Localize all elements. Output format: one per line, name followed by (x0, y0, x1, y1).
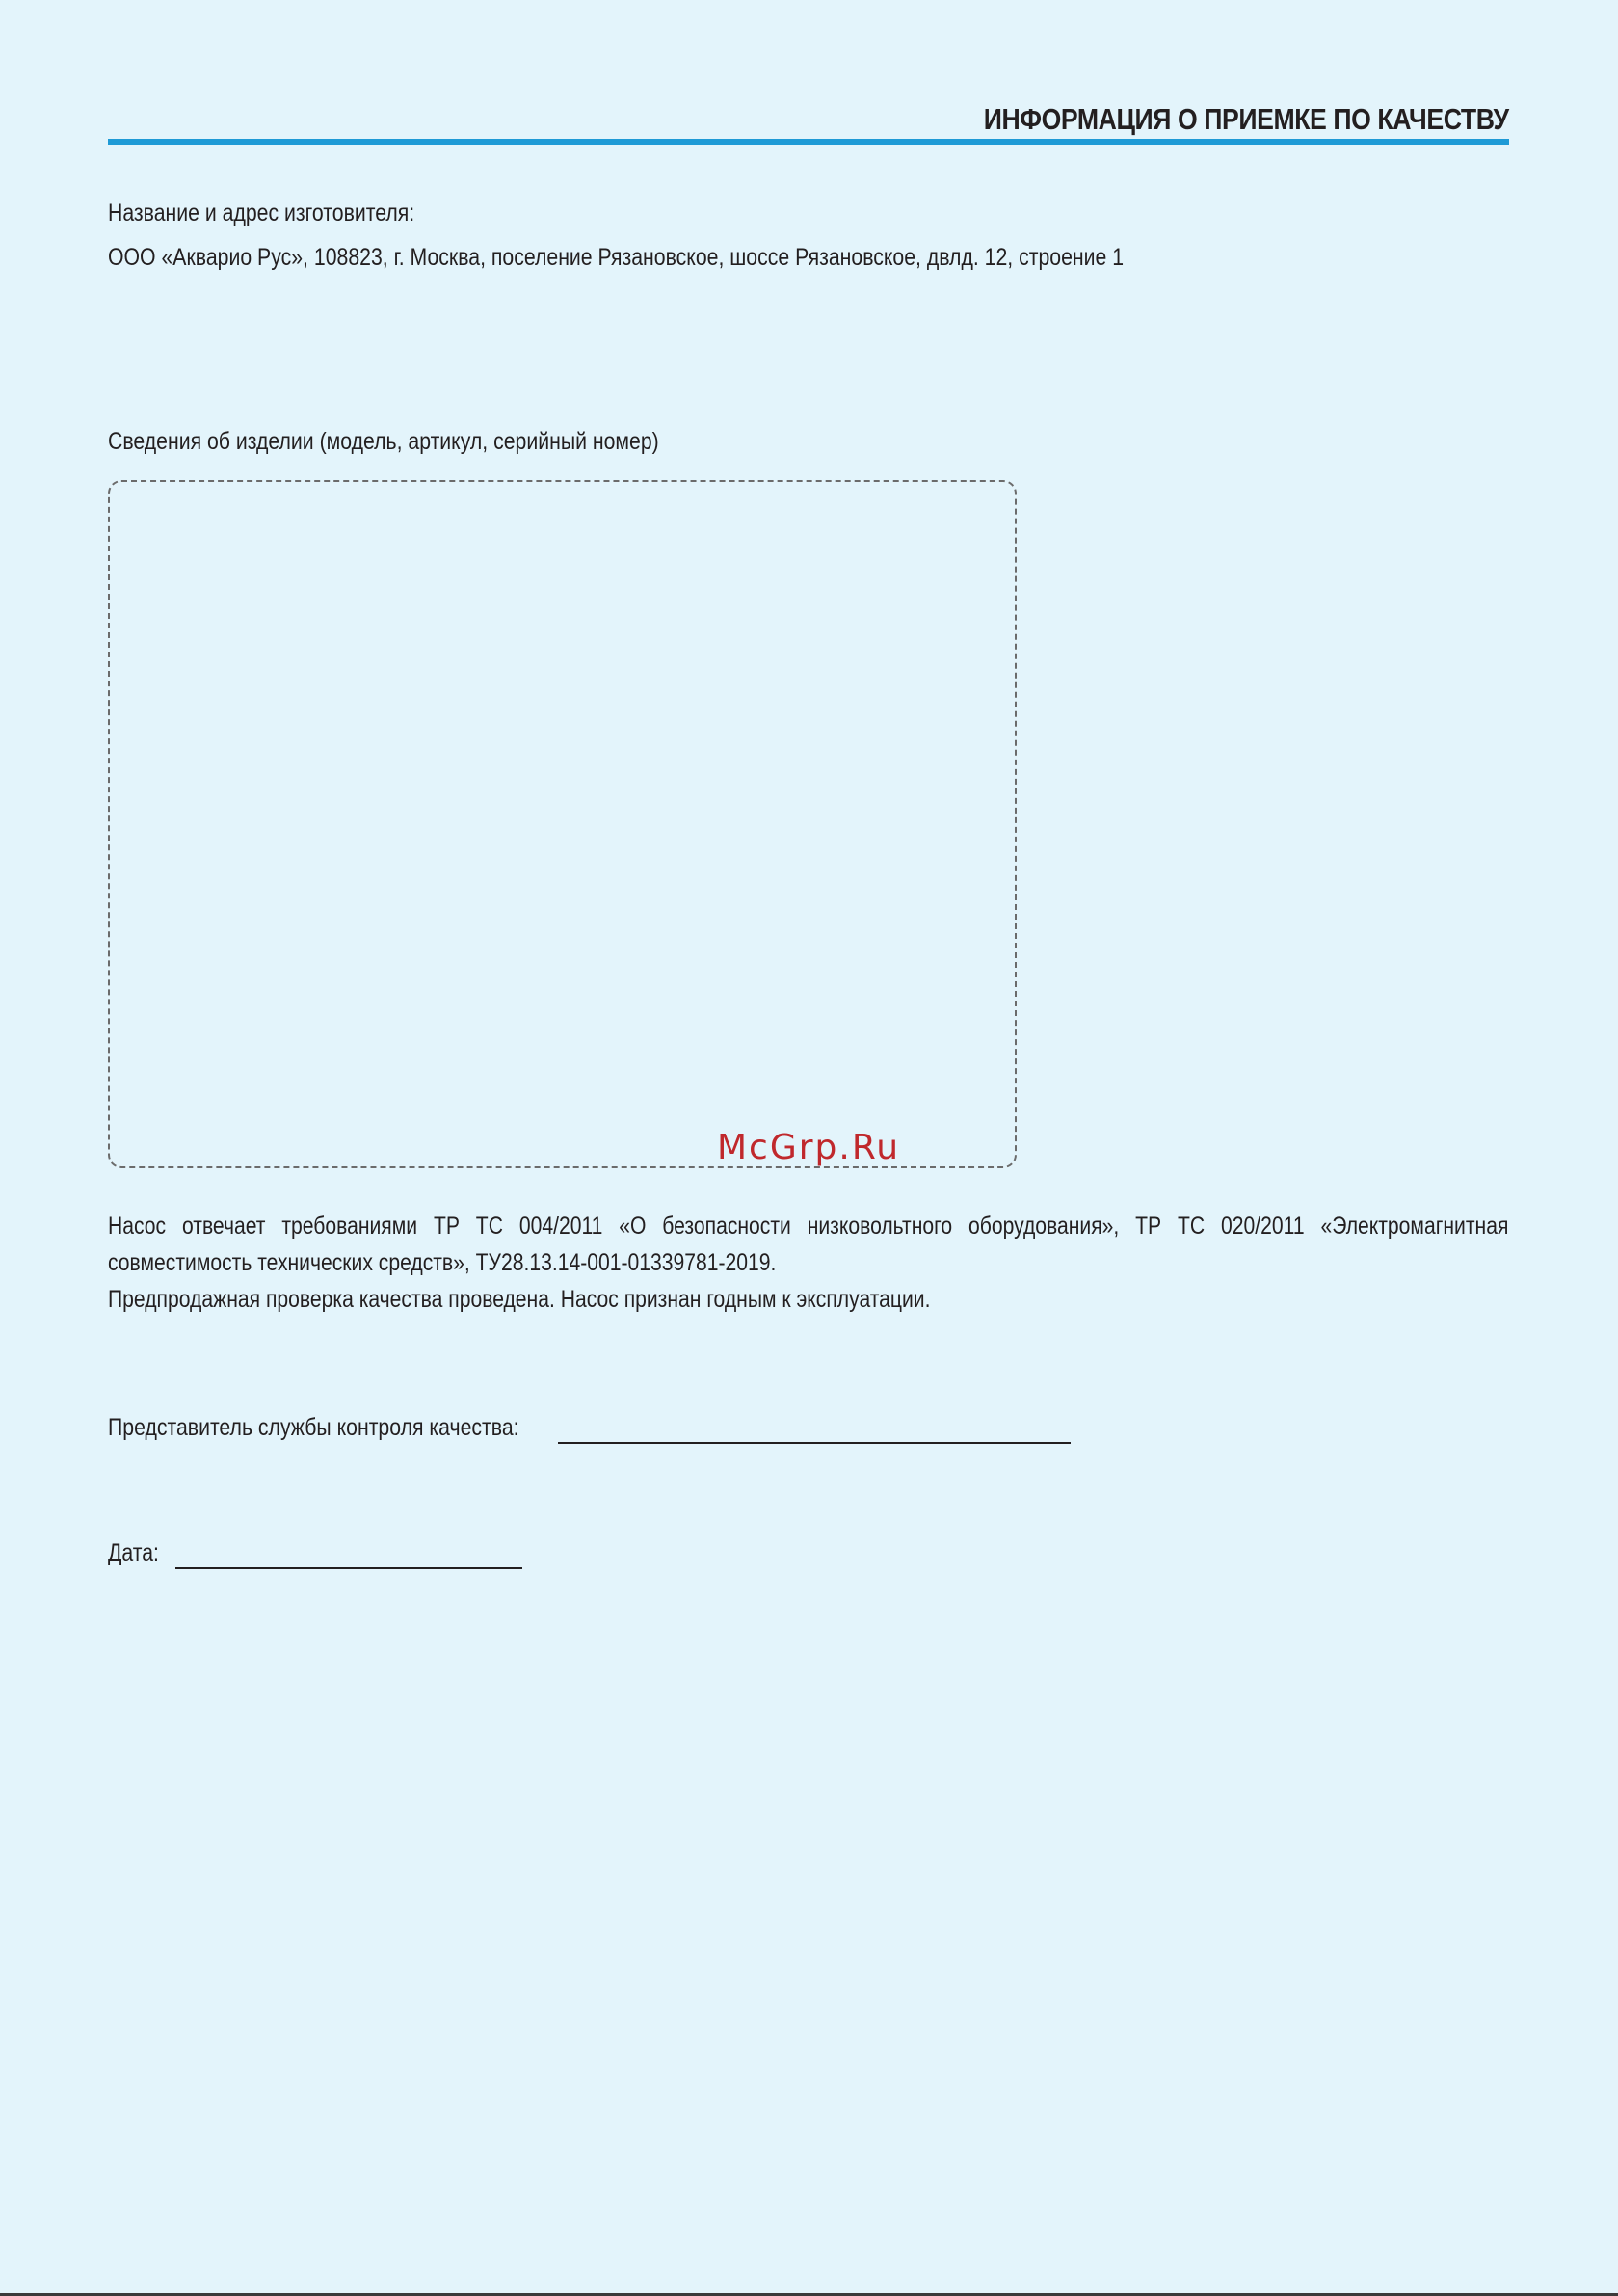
qc-representative-label: Представитель службы контроля качества: (108, 1414, 519, 1441)
compliance-text (108, 1208, 1508, 1318)
page-header (108, 100, 1509, 147)
header-rule (108, 139, 1509, 145)
watermark: McGrp.Ru (717, 1128, 901, 1167)
page-title: ИНФОРМАЦИЯ О ПРИЕМКЕ ПО КАЧЕСТВУ (984, 102, 1509, 136)
date-label: Дата: (108, 1539, 159, 1566)
product-info-field[interactable] (108, 480, 1017, 1168)
date-line[interactable] (175, 1567, 522, 1569)
manufacturer-label: Название и адрес изготовителя: (108, 200, 415, 227)
qc-signature-row (108, 1414, 1072, 1449)
manufacturer-address: ООО «Акварио Рус», 108823, г. Москва, поселение Рязановское, шоссе Рязановское, двлд. 12, строение 1 (108, 244, 1125, 271)
qc-signature-line[interactable] (558, 1442, 1071, 1444)
product-info-label: Сведения об изделии (модель, артикул, серийный номер) (108, 428, 659, 455)
date-row (108, 1539, 532, 1574)
quality-check-statement: Предпродажная проверка качества проведена. Насос признан годным к эксплуатации. (108, 1286, 931, 1313)
compliance-paragraph: Насос отвечает требованиями ТР ТС 004/2011 «О безопасности низковольтного оборудования», ТР ТС 020/2011 «Электромагнитная совместимость технических средств», ТУ28.13.14-001-01339781-2019. (108, 1213, 1509, 1276)
